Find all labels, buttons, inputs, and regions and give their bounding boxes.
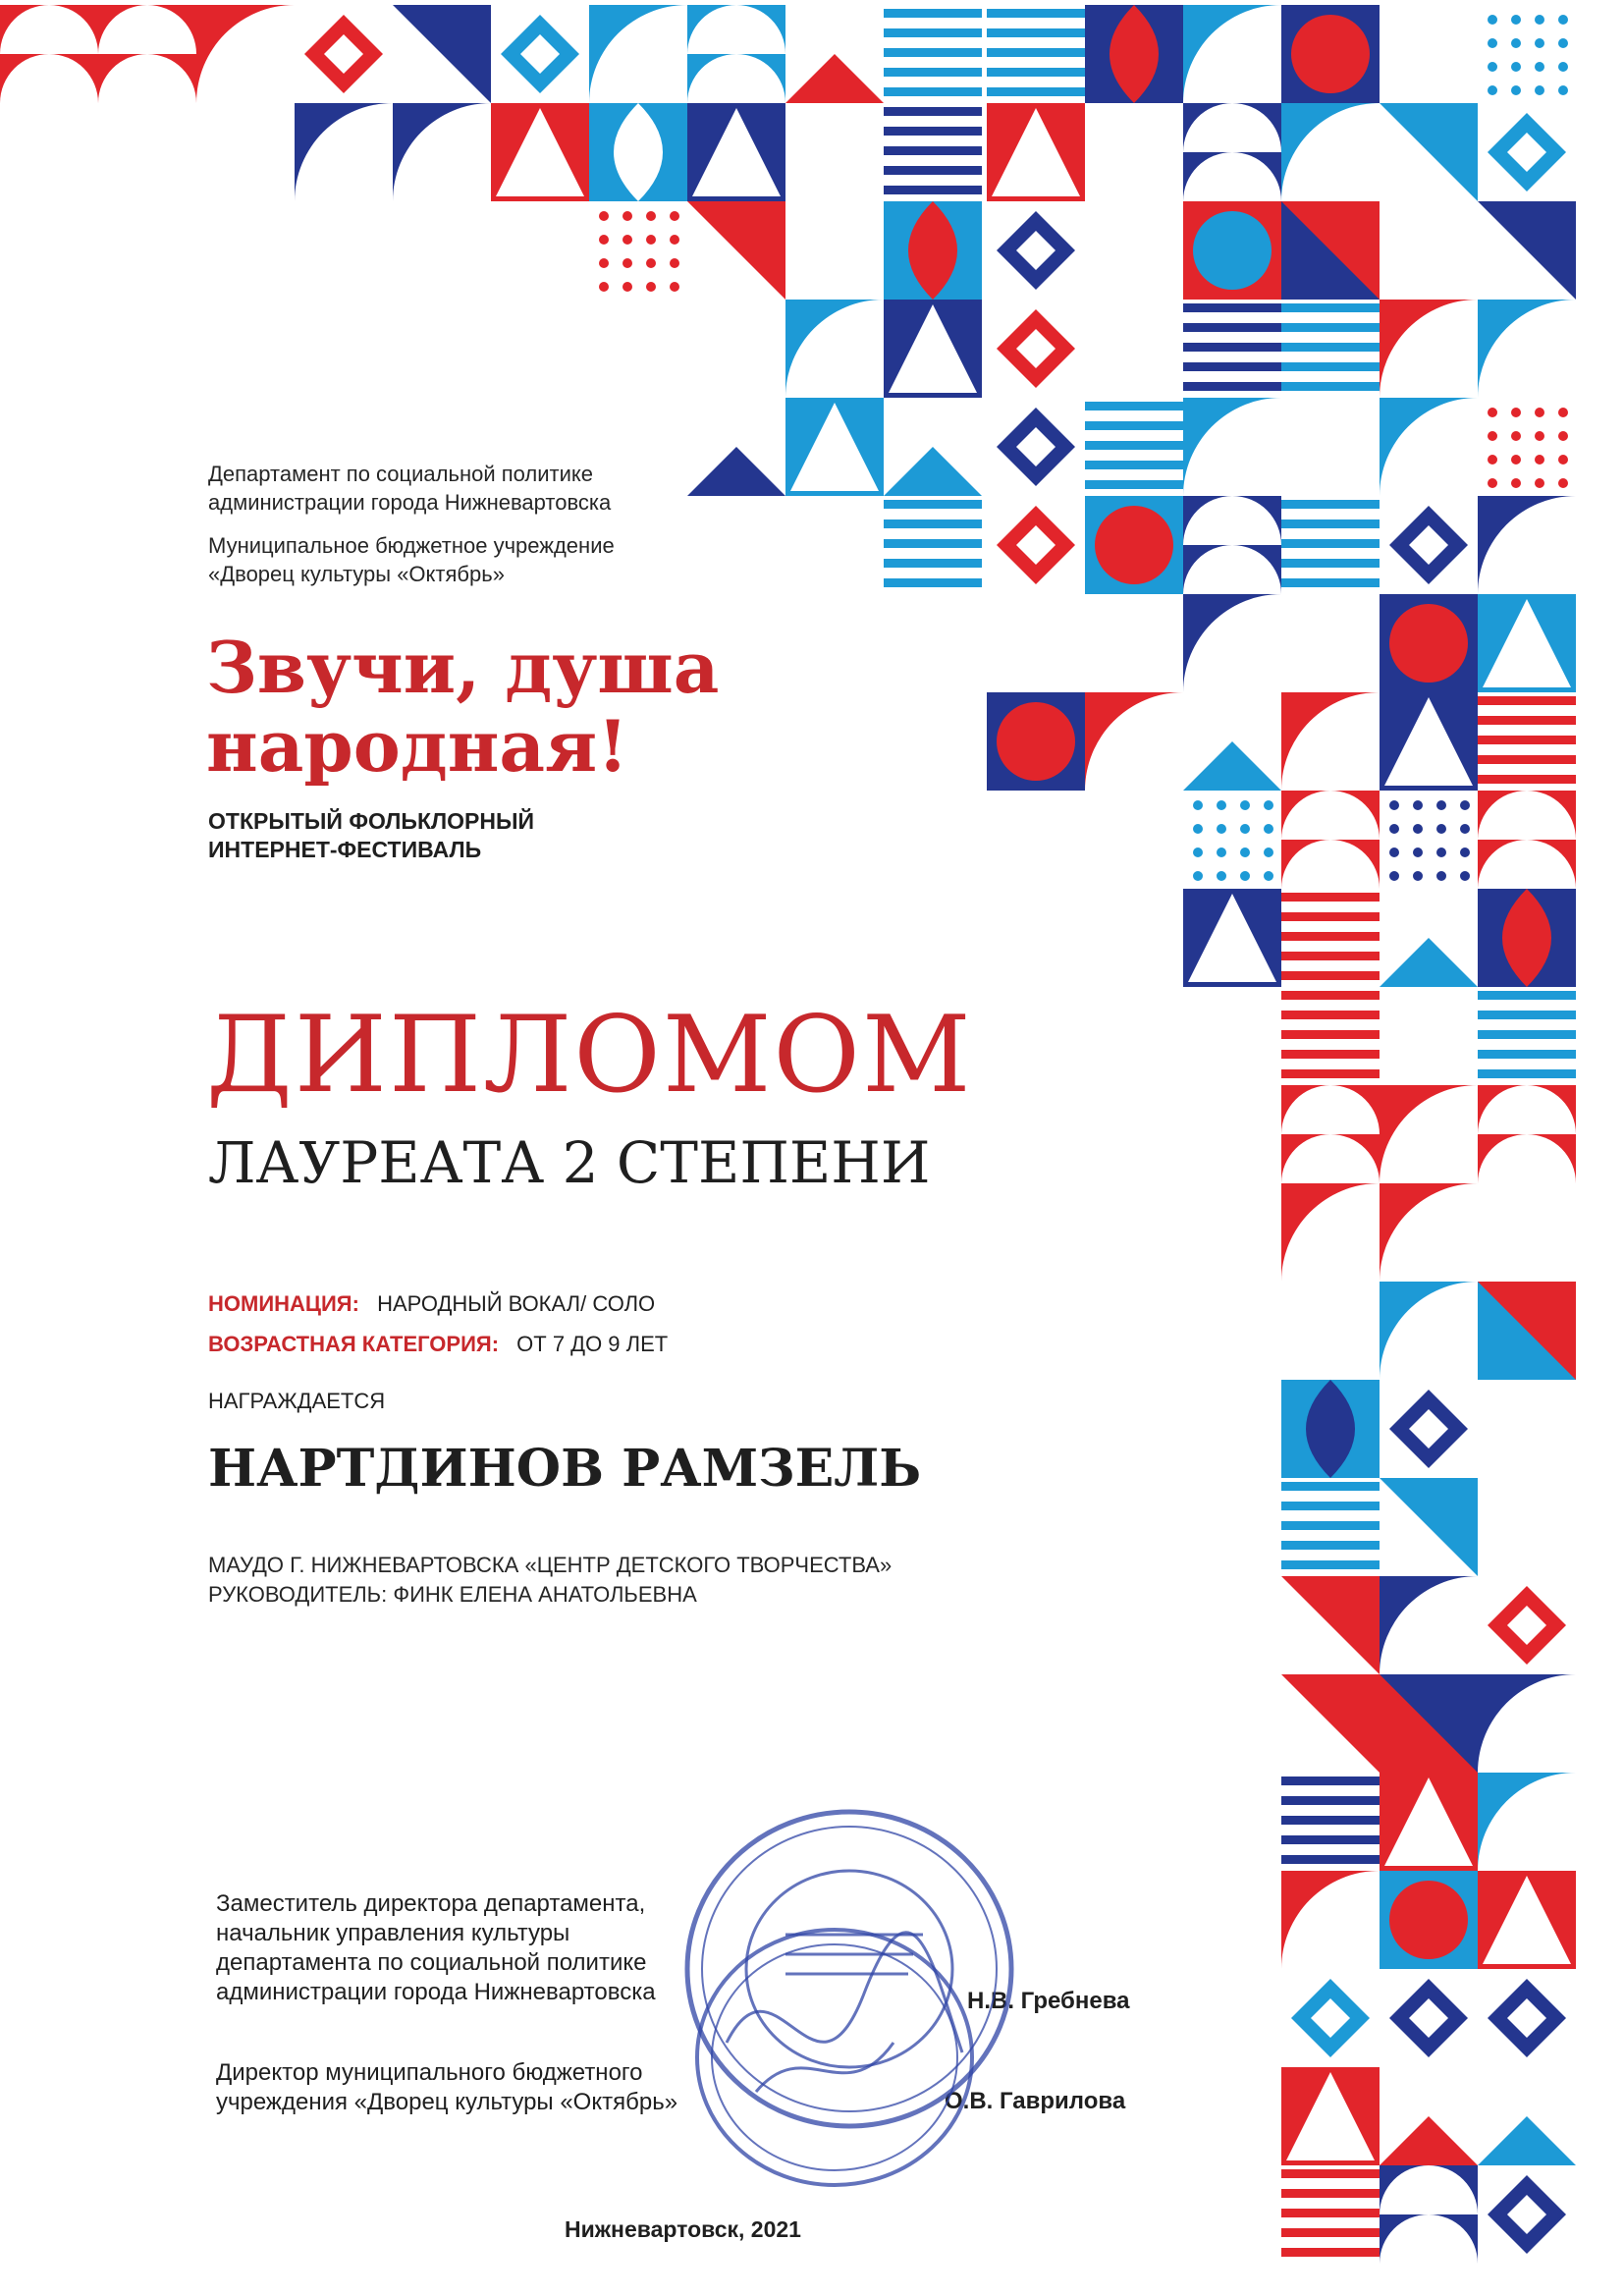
pattern-tile: [1380, 2165, 1478, 2264]
pattern-tile: [1183, 594, 1281, 692]
pattern-tile: [1281, 5, 1380, 103]
department-line: Департамент по социальной политике: [208, 462, 594, 486]
age-category-row: [208, 1331, 668, 1358]
pattern-tile: [1281, 103, 1380, 201]
festival-title-line: народная!: [206, 704, 628, 788]
pattern-tile: [1478, 398, 1576, 496]
pattern-tile: [1183, 496, 1281, 594]
pattern-tile: [1085, 692, 1183, 791]
pattern-tile: [1380, 1478, 1478, 1576]
pattern-tile: [785, 398, 884, 496]
signer1-name: Н.В. Гребнева: [967, 1988, 1130, 2014]
signer2-name: О.В. Гаврилова: [945, 2088, 1126, 2114]
pattern-tile: [1478, 1871, 1576, 1969]
signer1-title-line: Заместитель директора департамента,: [216, 1890, 646, 1917]
pattern-tile: [1183, 791, 1281, 889]
laureate-degree: ЛАУРЕАТА 2 СТЕПЕНИ: [208, 1129, 931, 1196]
pattern-tile: [1478, 1969, 1576, 2067]
signer1-title-line: департамента по социальной политике: [216, 1949, 647, 1976]
department-name: [208, 460, 611, 517]
pattern-tile: [1281, 2165, 1380, 2264]
pattern-tile: [393, 103, 491, 201]
pattern-tile: [1478, 2067, 1576, 2165]
pattern-tile: [687, 398, 785, 496]
pattern-tile: [987, 692, 1085, 791]
institution-line: «Дворец культуры «Октябрь»: [208, 562, 505, 586]
pattern-tile: [1281, 1674, 1380, 1773]
pattern-tile: [1478, 496, 1576, 594]
pattern-tile: [884, 398, 982, 496]
pattern-tile: [884, 300, 982, 398]
pattern-tile: [687, 5, 785, 103]
pattern-tile: [1380, 1674, 1478, 1773]
pattern-tile: [987, 103, 1085, 201]
pattern-tile: [1281, 791, 1380, 889]
pattern-tile: [1478, 201, 1576, 300]
pattern-tile: [1183, 103, 1281, 201]
festival-subtitle-line: ОТКРЫТЫЙ ФОЛЬКЛОРНЫЙ: [208, 808, 535, 834]
pattern-tile: [1380, 496, 1478, 594]
pattern-tile: [1380, 1871, 1478, 1969]
institution-name: [208, 531, 615, 588]
pattern-tile: [1183, 5, 1281, 103]
pattern-tile: [0, 5, 98, 103]
pattern-tile: [687, 201, 785, 300]
pattern-tile: [884, 5, 982, 103]
pattern-tile: [1281, 987, 1380, 1085]
pattern-tile: [1478, 889, 1576, 987]
supervisor-line: РУКОВОДИТЕЛЬ: ФИНК ЕЛЕНА АНАТОЛЬЕВНА: [208, 1582, 697, 1607]
pattern-tile: [1085, 496, 1183, 594]
pattern-tile: [491, 103, 589, 201]
pattern-tile: [785, 300, 884, 398]
pattern-tile: [1478, 594, 1576, 692]
pattern-tile: [1085, 398, 1183, 496]
pattern-tile: [1478, 1576, 1576, 1674]
pattern-tile: [1281, 201, 1380, 300]
diploma-heading: ДИПЛОМОМ: [206, 994, 973, 1117]
nomination-row: [208, 1290, 655, 1318]
pattern-tile: [1478, 692, 1576, 791]
pattern-tile: [1380, 594, 1478, 692]
nomination-value: НАРОДНЫЙ ВОКАЛ/ СОЛО: [377, 1291, 656, 1316]
signer1-title-line: начальник управления культуры: [216, 1920, 570, 1946]
pattern-tile: [1380, 300, 1478, 398]
pattern-tile: [987, 398, 1085, 496]
pattern-tile: [1380, 103, 1478, 201]
pattern-tile: [987, 201, 1085, 300]
festival-title: [206, 626, 720, 788]
pattern-tile: [987, 300, 1085, 398]
pattern-tile: [987, 496, 1085, 594]
awarded-text: НАГРАЖДАЕТСЯ: [208, 1389, 386, 1413]
age-category-value: ОТ 7 ДО 9 ЛЕТ: [516, 1332, 669, 1356]
pattern-tile: [1183, 692, 1281, 791]
pattern-tile: [1380, 791, 1478, 889]
pattern-tile: [589, 5, 687, 103]
signer2-title-line: Директор муниципального бюджетного: [216, 2059, 643, 2086]
pattern-tile: [491, 5, 589, 103]
city-year: Нижневартовск, 2021: [565, 2216, 801, 2242]
pattern-tile: [1478, 2165, 1576, 2264]
pattern-tile: [589, 103, 687, 201]
pattern-tile: [884, 201, 982, 300]
age-category-label: ВОЗРАСТНАЯ КАТЕГОРИЯ:: [208, 1332, 500, 1356]
pattern-tile: [1380, 2067, 1478, 2165]
pattern-tile: [1183, 201, 1281, 300]
official-stamp-seal: [668, 1797, 1021, 2210]
signer2-title-line: учреждения «Дворец культуры «Октябрь»: [216, 2089, 678, 2115]
pattern-tile: [1380, 1773, 1478, 1871]
pattern-tile: [1183, 398, 1281, 496]
recipient-name: НАРТДИНОВ РАМЗЕЛЬ: [208, 1439, 922, 1499]
pattern-tile: [1478, 791, 1576, 889]
pattern-tile: [1380, 398, 1478, 496]
organization-info: [208, 1551, 892, 1610]
pattern-tile: [1478, 1773, 1576, 1871]
pattern-tile: [1380, 889, 1478, 987]
pattern-tile: [1281, 300, 1380, 398]
pattern-tile: [393, 5, 491, 103]
pattern-tile: [1478, 103, 1576, 201]
pattern-tile: [884, 103, 982, 201]
pattern-tile: [1085, 5, 1183, 103]
pattern-tile: [1478, 987, 1576, 1085]
pattern-tile: [1478, 300, 1576, 398]
pattern-tile: [1380, 692, 1478, 791]
festival-subtitle-line: ИНТЕРНЕТ-ФЕСТИВАЛЬ: [208, 837, 482, 862]
pattern-tile: [1281, 496, 1380, 594]
pattern-tile: [1281, 1085, 1380, 1183]
institution-line: Муниципальное бюджетное учреждение: [208, 533, 615, 558]
pattern-tile: [884, 496, 982, 594]
pattern-tile: [1281, 1183, 1380, 1282]
pattern-tile: [1281, 1380, 1380, 1478]
pattern-tile: [1478, 1085, 1576, 1183]
pattern-tile: [295, 103, 393, 201]
signer1-title: [216, 1889, 656, 2007]
festival-subtitle: [208, 807, 534, 864]
organization-line: МАУДО Г. НИЖНЕВАРТОВСКА «ЦЕНТР ДЕТСКОГО ТВОРЧЕСТВА»: [208, 1553, 893, 1577]
pattern-tile: [1281, 2067, 1380, 2165]
pattern-tile: [1281, 1576, 1380, 1674]
pattern-tile: [1281, 889, 1380, 987]
pattern-tile: [1478, 5, 1576, 103]
signer1-title-line: администрации города Нижневартовска: [216, 1979, 656, 2005]
pattern-tile: [987, 5, 1085, 103]
pattern-tile: [1380, 1380, 1478, 1478]
pattern-tile: [1380, 1969, 1478, 2067]
pattern-tile: [1380, 1183, 1478, 1282]
pattern-tile: [295, 5, 393, 103]
festival-title-line: Звучи, душа: [206, 626, 720, 709]
pattern-tile: [1281, 692, 1380, 791]
signer2-title: [216, 2058, 677, 2117]
pattern-tile: [589, 201, 687, 300]
pattern-tile: [1380, 1282, 1478, 1380]
pattern-tile: [1380, 1576, 1478, 1674]
pattern-tile: [98, 5, 196, 103]
pattern-tile: [1281, 1478, 1380, 1576]
pattern-tile: [1281, 1969, 1380, 2067]
pattern-tile: [1281, 1773, 1380, 1871]
pattern-tile: [785, 5, 884, 103]
nomination-label: НОМИНАЦИЯ:: [208, 1291, 359, 1316]
pattern-tile: [1183, 889, 1281, 987]
pattern-tile: [1380, 1085, 1478, 1183]
pattern-tile: [687, 103, 785, 201]
pattern-tile: [1183, 300, 1281, 398]
department-line: администрации города Нижневартовска: [208, 490, 612, 515]
pattern-tile: [1281, 1871, 1380, 1969]
pattern-tile: [1478, 1282, 1576, 1380]
pattern-tile: [1478, 1674, 1576, 1773]
pattern-tile: [196, 5, 295, 103]
